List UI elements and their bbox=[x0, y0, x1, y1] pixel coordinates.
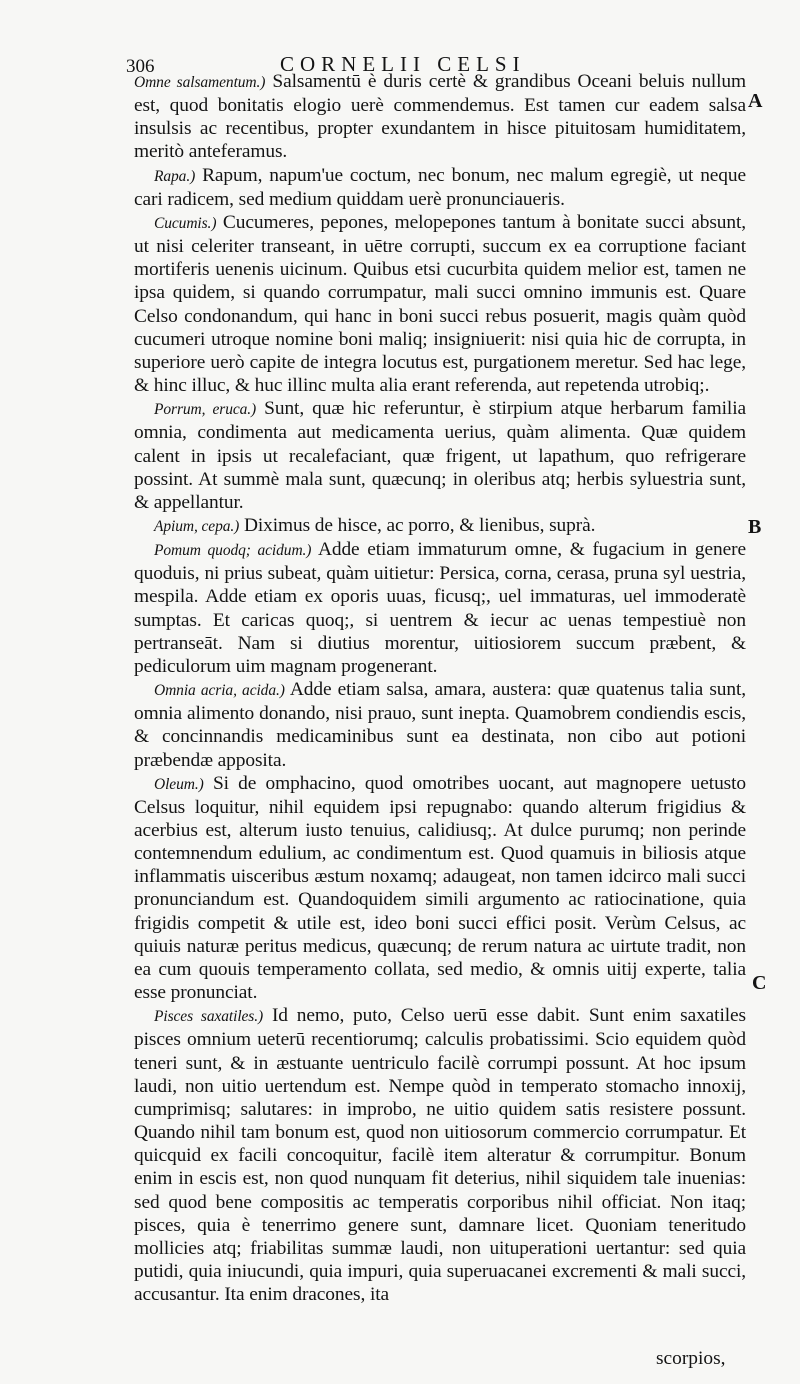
lemma: Oleum.) bbox=[154, 775, 204, 793]
paragraph bbox=[134, 514, 746, 538]
catchword: scorpios, bbox=[656, 1348, 726, 1369]
paragraph-text: Id nemo, puto, Celso uerū esse dabit. Sunt enim saxatiles pisces omnium ueterū recentiorumq; calculis probatissimi. Scio equidem quòd teneri sunt, & in æstuante uentriculo facilè corrumpi possunt. At hoc ipsum laudi, non uitio uertendum est. Nempe quòd in temperato stomacho innoxij, cumprimisq; salutares: in improbo, ne uitio quidem satis resistere possunt. Quando nihil tam bonum est, quod non uitiosorum commercio corrumpatur. Et quicquid ex facili concoquitur, facilè item alteratur & corrumpitur. Bonum enim in escis est, non quod nunquam fit deterius, nihil siquidem tale inuenias: sed quod bene compositis ac temperatis corporibus nihil officiat. Non itaq; pisces, quia è tenerrimo genere sunt, damnare licet. Quoniam teneritudo mollicies atq; friabilitas summæ laudi, non uituperationi uertantur: sed quia putidi, quia iniucundi, quia impuri, quia superuacanei excrementi & mali succi, accusantur. Ita enim dracones, ita bbox=[134, 1005, 746, 1306]
margin-letter-c: C bbox=[752, 972, 767, 994]
lemma: Pomum quodq; acidum.) bbox=[154, 542, 312, 560]
text-body bbox=[134, 70, 746, 1306]
lemma: Porrum, eruca.) bbox=[154, 401, 257, 419]
paragraph bbox=[134, 70, 746, 164]
lemma: Omnia acria, acida.) bbox=[154, 682, 285, 700]
paragraph bbox=[134, 164, 746, 211]
paragraph-text: Adde etiam salsa, amara, austera: quæ quatenus talia sunt, omnia alimento donando, nisi prauo, sunt inepta. Quamobrem condiendis escis, & concinnandis medicaminibus sunt ea destinata, non cibo aut potioni præbendæ apposita. bbox=[134, 679, 746, 771]
paragraph-text: Adde etiam immaturum omne, & fugacium in genere quoduis, ni prius subeat, quàm uitietur: Persica, corna, cerasa, pruna syl uestria, mespila. Adde etiam ex oporis uuas, ficusq;, uel immaturas, uel immoderatè sumptas. Et caricas quoq;, si uentrem & iecur ac uenas tempestiuè non pertranseāt. Nam si diutius morentur, uitiosiorem succum præbent, & pediculorum uim magnam progenerant. bbox=[134, 539, 746, 677]
paragraph bbox=[134, 772, 746, 1005]
paragraph-text: Diximus de hisce, ac porro, & lienibus, suprà. bbox=[239, 514, 596, 536]
paragraph-text: Sunt, quæ hic referuntur, è stirpium atque herbarum familia omnia, condimenta aut medicamenta uerius, quàm alimenta. Quæ quidem calent in ipsis ut recalefaciant, quæ frigent, ut lapathum, quo refrigerare possint. At summè mala sunt, quæcunq; in oleribus atq; herbis syluestria sunt, & appellantur. bbox=[134, 398, 746, 513]
lemma: Rapa.) bbox=[154, 167, 196, 185]
paragraph-text: Rapum, napum'ue coctum, nec bonum, nec malum egregiè, ut neque cari radicem, sed medium quiddam uerè pronunciaueris. bbox=[134, 164, 746, 210]
page-number: 306 bbox=[126, 56, 155, 77]
margin-letter-a: A bbox=[748, 90, 763, 112]
paragraph-text: Cucumeres, pepones, melopepones tantum à bonitate succi absunt, ut nisi celeriter transeant, in uētre corrupti, succum ex ea corruptione faciant mortiferis uenenis uicinum. Quibus etsi cucurbita quidem melior est, tamen ne ipsa quidem, si quando corrumpatur, mali succi omnino immunis est. Quare Celso condonandum, qui hanc in boni succi rebus posuerit, magis quàm quòd cucumeri utroque nomine boni maliq; insigniuerit: nisi quia hic de corrupta, in superiore uerò capite de integra locutus est, purgationem meretur. Sed hac lege, & hinc illuc, & huc illinc multa alia erant referenda, aut repetenda utrobiq;. bbox=[134, 211, 746, 397]
paragraph-text: Si de omphacino, quod omotribes uocant, aut magnopere uetusto Celsus loquitur, nihil equidem ipsi repugnabo: quando alterum frigidius & acerbius est, alterum iusto tenuius, calidiusq;. At dulce purumq; non perinde contemnendum edulium, ac condimentum est. Quod quamuis in biliosis atque inflammatis uisceribus æstum noxamq; adaugeat, non tamen idcirco mali succi pronunciandum est. Quandoquidem simili argumento ac ratiocinatione, quia frigidis competit & utile est, ideo boni succi effici posit. Verùm Celsus, ac quiuis naturæ peritus medicus, quæcunq; de rerum natura ac uirtute tradit, non ea cum quouis temperamento collata, sed medio, & omnis uitij experte, talia esse pronunciat. bbox=[134, 772, 746, 1004]
running-head: CORNELII CELSI bbox=[280, 52, 526, 76]
lemma: Apium, cepa.) bbox=[154, 517, 240, 535]
paragraph bbox=[134, 397, 746, 514]
paragraph bbox=[134, 1004, 746, 1306]
paragraph bbox=[134, 538, 746, 678]
lemma: Cucumis.) bbox=[154, 214, 217, 232]
paragraph bbox=[134, 678, 746, 772]
paragraph bbox=[134, 211, 746, 397]
margin-letter-b: B bbox=[748, 516, 762, 538]
lemma: Omne salsamentum.) bbox=[134, 74, 266, 91]
lemma: Pisces saxatiles.) bbox=[154, 1008, 264, 1026]
paragraph-text: Salsamentū è duris certè & grandibus Oceani beluis nullum est, quod bonitatis elogio uerè commendemus. Est tamen cur eadem salsa insulsis ac recentibus, propter exundantem in hisce pituitosam humiditatem, meritò anteferamus. bbox=[134, 71, 746, 163]
